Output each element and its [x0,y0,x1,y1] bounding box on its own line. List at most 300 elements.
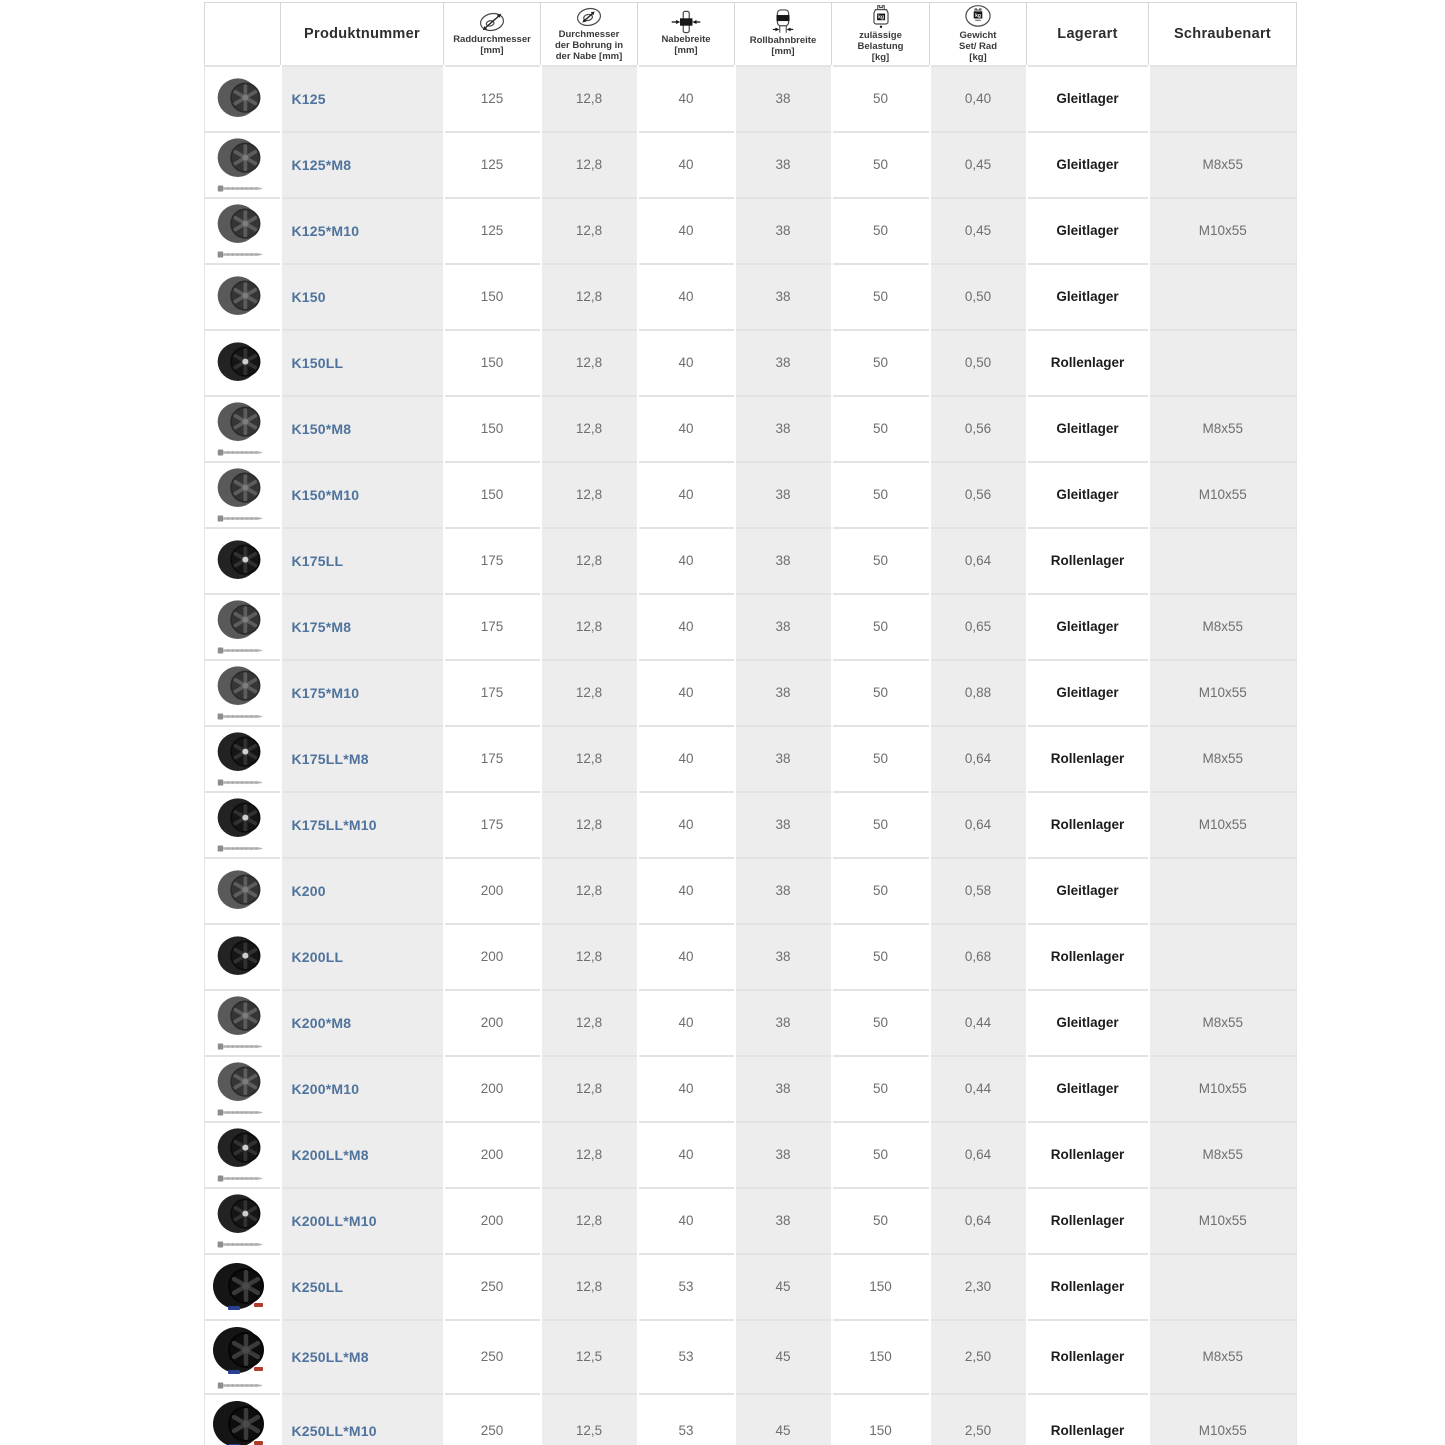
screw-icon [217,645,267,656]
cell-gewicht [930,1188,1027,1254]
cell-gewicht [930,594,1027,660]
cell-belastung [832,132,930,198]
product-image [205,1057,280,1120]
nabebreite-value: 53 [678,1348,694,1364]
cell-produktnummer [281,1254,444,1320]
gewicht-value: 0,88 [964,684,992,700]
cell-produktnummer [281,1394,444,1445]
cell-rollbahnbreite [735,660,832,726]
cell-schraubenart [1149,1320,1297,1394]
cell-schraubenart [1149,594,1297,660]
product-link[interactable]: K125*M8 [291,156,352,173]
cell-gewicht [930,396,1027,462]
table-row [205,1394,1297,1445]
cell-gewicht [930,1320,1027,1394]
header-gewicht [930,3,1027,66]
cell-gewicht [930,726,1027,792]
cell-lagerart [1027,1122,1149,1188]
raddurchmesser-value: 125 [480,90,504,106]
cell-produktnummer [281,660,444,726]
belastung-value: 50 [872,816,889,832]
cell-belastung [832,330,930,396]
product-image [205,199,280,262]
gewicht-value: 0,56 [964,420,992,436]
cell-rollbahnbreite [735,330,832,396]
wheel-image [215,1059,269,1106]
rollbahnbreite-value: 38 [775,1146,791,1162]
rollbahnbreite-value: 38 [775,486,791,502]
lagerart-value: Gleitlager [1056,288,1119,304]
gewicht-value: 0,64 [964,552,992,568]
cell-nabebreite [638,1122,735,1188]
schraubenart-value: M10x55 [1198,486,1247,502]
cell-raddurchmesser [444,198,541,264]
belastung-value: 50 [872,222,889,238]
belastung-value: 50 [872,486,889,502]
header-lagerart [1027,3,1149,66]
lagerart-value: Gleitlager [1056,1014,1119,1030]
cell-nabebreite [638,198,735,264]
header-label-produktnummer: Produktnummer [304,25,420,42]
cell-produktnummer [281,198,444,264]
cell-produktnummer [281,528,444,594]
cell-belastung [832,990,930,1056]
raddurchmesser-value: 175 [480,552,504,568]
header-nabebreite [638,3,735,66]
header-bohrung [541,3,638,66]
nabebreite-value: 40 [678,618,694,634]
product-link[interactable]: K150*M10 [291,486,360,503]
cell-nabebreite [638,858,735,924]
cell-bohrung [541,1056,638,1122]
product-link[interactable]: K175LL*M8 [291,750,369,767]
cell-schraubenart [1149,660,1297,726]
product-link[interactable]: K150 [291,288,326,305]
cell-lagerart [1027,858,1149,924]
cell-product-image [205,1394,281,1445]
bohrung-value: 12,8 [575,288,603,304]
product-link[interactable]: K200 [291,882,326,899]
cell-lagerart [1027,660,1149,726]
wheel-image [215,537,269,584]
nabebreite-value: 40 [678,1080,694,1096]
lagerart-value: Gleitlager [1056,882,1119,898]
lagerart-value: Gleitlager [1056,486,1119,502]
header-image-column [205,3,281,66]
cell-nabebreite [638,1254,735,1320]
cell-product-image [205,792,281,858]
cell-nabebreite [638,396,735,462]
cell-schraubenart [1149,1254,1297,1320]
product-link[interactable]: K250LL [291,1278,344,1295]
cell-schraubenart [1149,132,1297,198]
product-link[interactable]: K250LL*M8 [291,1348,369,1365]
screw-icon [214,1107,270,1118]
cell-belastung [832,396,930,462]
raddurchmesser-value: 150 [480,354,504,370]
bohrung-value: 12,8 [575,1014,603,1030]
raddurchmesser-value: 200 [480,1014,504,1030]
cell-raddurchmesser [444,1122,541,1188]
schraubenart-value: M8x55 [1202,420,1244,436]
cell-lagerart [1027,1188,1149,1254]
cell-produktnummer [281,462,444,528]
cell-rollbahnbreite [735,792,832,858]
gewicht-value: 0,65 [964,618,992,634]
header-belastung [832,3,930,66]
table-row [205,1254,1297,1320]
belastung-value: 50 [872,1080,889,1096]
cell-schraubenart [1149,858,1297,924]
cell-rollbahnbreite [735,1122,832,1188]
cell-raddurchmesser [444,990,541,1056]
wheel-image [210,1323,274,1379]
lagerart-value: Rollenlager [1050,1422,1125,1438]
lagerart-value: Rollenlager [1050,816,1125,832]
header-sub-nabebreite: Nabebreite [mm] [661,34,711,57]
product-link[interactable]: K200LL*M10 [291,1212,377,1229]
product-link[interactable]: K175*M8 [291,618,352,635]
table-row [205,396,1297,462]
cell-rollbahnbreite [735,1394,832,1445]
bohrung-value: 12,5 [575,1422,603,1438]
cell-rollbahnbreite [735,858,832,924]
belastung-value: 50 [872,90,889,106]
wheel-image [215,729,269,776]
product-image [205,727,280,790]
cell-raddurchmesser [444,132,541,198]
gewicht-value: 0,50 [964,354,992,370]
product-image [205,73,280,124]
cell-nabebreite [638,1394,735,1445]
schraubenart-value: M8x55 [1202,618,1244,634]
rollbahnbreite-value: 38 [775,552,791,568]
cell-bohrung [541,462,638,528]
wheel-image [215,1125,269,1172]
cell-raddurchmesser [444,924,541,990]
cell-produktnummer [281,792,444,858]
header-raddurchmesser [444,3,541,66]
product-image [205,535,280,586]
cell-gewicht [930,1394,1027,1445]
cell-bohrung [541,1254,638,1320]
product-link[interactable]: K200*M10 [291,1080,360,1097]
wheel-image [215,75,269,122]
cell-gewicht [930,858,1027,924]
header-sub-belastung: zulässige Belastung [kg] [857,30,904,63]
gewicht-value: 0,64 [964,816,992,832]
product-link[interactable]: K150LL [291,354,344,371]
header-sub-bohrung: Durchmesser der Bohrung in der Nabe [mm] [554,29,624,62]
raddurchmesser-value: 175 [480,618,504,634]
table-row [205,858,1297,924]
lagerart-value: Rollenlager [1050,1212,1125,1228]
bohrung-value: 12,8 [575,552,603,568]
cell-product-image [205,132,281,198]
cell-belastung [832,528,930,594]
raddurchmesser-value: 200 [480,948,504,964]
nabebreite-value: 40 [678,354,694,370]
cell-belastung [832,726,930,792]
lagerart-value: Rollenlager [1050,750,1125,766]
schraubenart-value: M8x55 [1202,1146,1244,1162]
product-link[interactable]: K125 [291,90,326,107]
cell-belastung [832,594,930,660]
cell-gewicht [930,66,1027,132]
product-image [205,931,280,982]
cell-produktnummer [281,924,444,990]
lagerart-value: Rollenlager [1050,1278,1125,1294]
cell-produktnummer [281,858,444,924]
product-image [205,991,280,1054]
cell-nabebreite [638,792,735,858]
cell-nabebreite [638,330,735,396]
wheel-image [215,993,269,1040]
cell-bohrung [541,1188,638,1254]
raddurchmesser-value: 150 [480,486,504,502]
schraubenart-value: M10x55 [1198,1080,1247,1096]
gewicht-value: 2,30 [964,1278,992,1294]
belastung-value: 50 [872,750,889,766]
lagerart-value: Gleitlager [1056,1080,1119,1096]
cell-gewicht [930,198,1027,264]
wheel-diameter-icon [476,10,508,34]
header-label-schraubenart: Schraubenart [1173,25,1272,42]
cell-rollbahnbreite [735,198,832,264]
wheel-image [215,399,269,446]
cell-produktnummer [281,66,444,132]
lagerart-value: Gleitlager [1056,684,1119,700]
wheel-image [215,273,269,320]
cell-lagerart [1027,1394,1149,1445]
nabebreite-value: 40 [678,552,694,568]
rollbahnbreite-value: 38 [775,684,791,700]
rollbahnbreite-value: 38 [775,288,791,304]
table-row [205,1320,1297,1394]
raddurchmesser-value: 150 [480,288,504,304]
gewicht-value: 0,68 [964,948,992,964]
header-label-lagerart: Lagerart [1057,25,1118,42]
table-row [205,330,1297,396]
belastung-value: 150 [869,1348,892,1364]
header-rollbahnbreite [735,3,832,66]
schraubenart-value: M10x55 [1198,1422,1247,1438]
product-link[interactable]: K125*M10 [291,222,360,239]
cell-belastung [832,660,930,726]
cell-bohrung [541,1122,638,1188]
cell-belastung [832,792,930,858]
nabebreite-value: 40 [678,1014,694,1030]
product-image [205,1123,280,1186]
cell-belastung [832,1188,930,1254]
cell-rollbahnbreite [735,594,832,660]
cell-lagerart [1027,1056,1149,1122]
bohrung-value: 12,8 [575,1146,603,1162]
gewicht-value: 0,44 [964,1080,992,1096]
cell-lagerart [1027,462,1149,528]
cell-product-image [205,66,281,132]
product-link[interactable]: K200LL [291,948,344,965]
cell-produktnummer [281,990,444,1056]
bohrung-value: 12,8 [575,1080,603,1096]
product-image [205,1189,280,1252]
raddurchmesser-value: 175 [480,684,504,700]
belastung-value: 50 [872,1014,889,1030]
wheel-image [215,135,269,182]
cell-nabebreite [638,264,735,330]
rollbahnbreite-value: 45 [775,1422,791,1438]
lagerart-value: Gleitlager [1056,156,1119,172]
cell-belastung [832,66,930,132]
cell-schraubenart [1149,990,1297,1056]
cell-lagerart [1027,990,1149,1056]
cell-schraubenart [1149,1056,1297,1122]
nabebreite-value: 40 [678,222,694,238]
wheel-image [215,867,269,914]
gewicht-value: 0,50 [964,288,992,304]
cell-bohrung [541,66,638,132]
nabebreite-value: 40 [678,1212,694,1228]
cell-nabebreite [638,660,735,726]
rollbahnbreite-value: 38 [775,750,791,766]
cell-lagerart [1027,264,1149,330]
cell-nabebreite [638,1056,735,1122]
cell-produktnummer [281,1188,444,1254]
cell-lagerart [1027,1320,1149,1394]
cell-nabebreite [638,924,735,990]
wheel-image [215,663,269,710]
cell-belastung [832,1122,930,1188]
product-link[interactable]: K200*M8 [291,1014,352,1031]
cell-nabebreite [638,528,735,594]
table-row [205,528,1297,594]
screw-icon [217,447,267,458]
cell-product-image [205,198,281,264]
table-row [205,1188,1297,1254]
schraubenart-value: M8x55 [1202,156,1244,172]
product-link[interactable]: K200LL*M8 [291,1146,369,1163]
cell-belastung [832,264,930,330]
header-row [205,3,1297,66]
product-image [205,1257,280,1317]
product-spec-table [204,2,1297,1445]
cell-lagerart [1027,198,1149,264]
product-link[interactable]: K150*M8 [291,420,352,437]
cell-produktnummer [281,264,444,330]
cell-product-image [205,1122,281,1188]
cell-gewicht [930,990,1027,1056]
wheel-image [215,795,269,842]
cell-product-image [205,594,281,660]
bohrung-value: 12,8 [575,684,603,700]
cell-schraubenart [1149,792,1297,858]
cell-bohrung [541,924,638,990]
cell-nabebreite [638,594,735,660]
cell-bohrung [541,858,638,924]
cell-raddurchmesser [444,1320,541,1394]
cell-raddurchmesser [444,1394,541,1445]
product-link[interactable]: K250LL*M10 [291,1422,377,1439]
cell-rollbahnbreite [735,396,832,462]
cell-belastung [832,198,930,264]
screw-icon [214,513,270,524]
cell-gewicht [930,330,1027,396]
rollbahnbreite-value: 45 [775,1278,791,1294]
raddurchmesser-value: 175 [480,816,504,832]
bohrung-value: 12,8 [575,948,603,964]
rollbahnbreite-value: 38 [775,882,791,898]
nabebreite-value: 40 [678,816,694,832]
cell-nabebreite [638,462,735,528]
cell-lagerart [1027,132,1149,198]
cell-bohrung [541,726,638,792]
belastung-value: 50 [872,354,889,370]
product-link[interactable]: K175*M10 [291,684,360,701]
rollbahnbreite-value: 38 [775,1212,791,1228]
cell-schraubenart [1149,396,1297,462]
cell-schraubenart [1149,330,1297,396]
belastung-value: 50 [872,1212,889,1228]
cell-gewicht [930,1122,1027,1188]
cell-raddurchmesser [444,396,541,462]
cell-raddurchmesser [444,528,541,594]
table-row [205,1122,1297,1188]
cell-product-image [205,330,281,396]
cell-gewicht [930,132,1027,198]
cell-produktnummer [281,726,444,792]
cell-produktnummer [281,330,444,396]
bohrung-value: 12,8 [575,420,603,436]
cell-bohrung [541,396,638,462]
cell-bohrung [541,990,638,1056]
screw-icon [214,249,270,260]
cell-raddurchmesser [444,462,541,528]
bohrung-value: 12,8 [575,90,603,106]
product-image [205,1395,280,1445]
product-link[interactable]: K175LL*M10 [291,816,377,833]
nabebreite-value: 40 [678,90,694,106]
lagerart-value: Gleitlager [1056,420,1119,436]
cell-schraubenart [1149,1394,1297,1445]
cell-gewicht [930,462,1027,528]
cell-rollbahnbreite [735,726,832,792]
rollbahnbreite-value: 38 [775,420,791,436]
cell-lagerart [1027,594,1149,660]
rollbahnbreite-value: 45 [775,1348,791,1364]
cell-raddurchmesser [444,1188,541,1254]
rollbahnbreite-value: 38 [775,156,791,172]
raddurchmesser-value: 200 [480,1146,504,1162]
tread-width-icon [767,9,799,35]
cell-product-image [205,1320,281,1394]
rollbahnbreite-value: 38 [775,1080,791,1096]
belastung-value: 50 [872,552,889,568]
nabebreite-value: 40 [678,948,694,964]
schraubenart-value: M10x55 [1198,222,1247,238]
cell-rollbahnbreite [735,1056,832,1122]
product-link[interactable]: K175LL [291,552,344,569]
cell-belastung [832,858,930,924]
cell-rollbahnbreite [735,528,832,594]
bohrung-value: 12,8 [575,486,603,502]
table-row [205,1056,1297,1122]
bohrung-value: 12,8 [575,816,603,832]
rollbahnbreite-value: 38 [775,1014,791,1030]
belastung-value: 50 [872,684,889,700]
raddurchmesser-value: 250 [480,1422,504,1438]
table-body [205,66,1297,1445]
cell-schraubenart [1149,924,1297,990]
